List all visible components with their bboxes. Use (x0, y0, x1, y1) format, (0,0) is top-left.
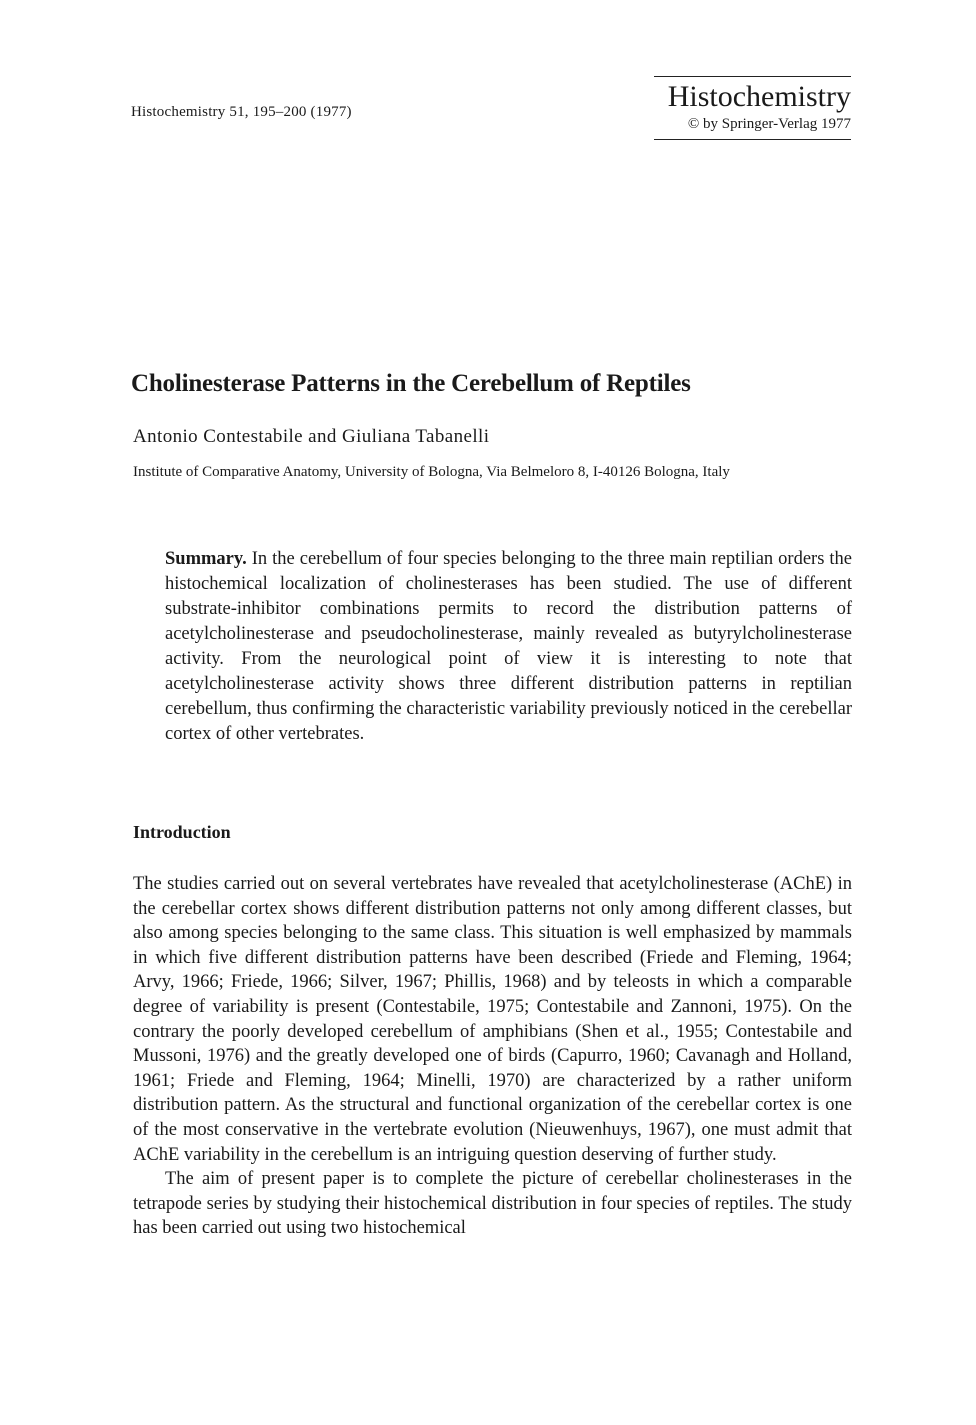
journal-masthead (654, 76, 851, 140)
journal-citation: Histochemistry 51, 195–200 (1977) (131, 104, 352, 120)
summary-abstract (165, 547, 852, 747)
introduction-paragraph-1: The studies carried out on several vertebrates have revealed that acetylcholinesterase (AChE) in the cerebellar cortex shows different distribution patterns not only among different classes, but also among species belonging to the same class. This situation is well emphasized by mammals in which five different distribution patterns have been described (Friede and Fleming, 1964; Arvy, 1966; Friede, 1966; Silver, 1967; Phillis, 1968) and by teleosts in which a comparable degree of variability is present (Contestabile, 1975; Contestabile and Zannoni, 1975). On the contrary the poorly developed cerebellum of amphibians (Shen et al., 1955; Contestabile and Mussoni, 1976) and the greatly developed one of birds (Capurro, 1960; Cavanagh and Holland, 1961; Friede and Fleming, 1964; Minelli, 1970) are characterized by a rather uniform distribution pattern. As the structural and functional organization of the cerebellar cortex is one of the most conservative in the vertebrate evolution (Nieuwenhuys, 1967), one must admit that AChE variability in the cerebellum is an intriguing question deserving of further study. (133, 874, 852, 1165)
summary-text: In the cerebellum of four species belonging to the three main reptilian orders the histochemical localization of cholinesterases has been studied. The use of different substrate-inhibitor combinations permits to record the distribution patterns of acetylcholinesterase and pseudocholinesterase, mainly revealed as butyrylcholinesterase activity. From the neurological point of view it is interesting to note that acetylcholinesterase activity shows three different distribution patterns in reptilian cerebellum, thus confirming the characteristic variability previously noticed in the cerebellar cortex of other vertebrates. (165, 549, 853, 744)
masthead-bottom-rule (654, 139, 851, 140)
introduction-body (133, 872, 852, 1241)
journal-name: Histochemistry (667, 80, 851, 113)
article-title: Cholinesterase Patterns in the Cerebellum of Reptiles (131, 370, 691, 397)
introduction-heading: Introduction (133, 822, 231, 842)
article-authors: Antonio Contestabile and Giuliana Tabanelli (133, 426, 490, 447)
summary-label: Summary. (165, 549, 247, 569)
masthead-top-rule (654, 76, 851, 77)
author-affiliation: Institute of Comparative Anatomy, University of Bologna, Via Belmeloro 8, I-40126 Bologna, Italy (133, 464, 730, 480)
copyright-notice: © by Springer-Verlag 1977 (687, 116, 851, 132)
introduction-paragraph-2: The aim of present paper is to complete the picture of cerebellar cholinesterases in the tetrapode series by studying their histochemical distribution in four species of reptiles. The study has been carried out using two histochemical (133, 1169, 852, 1239)
